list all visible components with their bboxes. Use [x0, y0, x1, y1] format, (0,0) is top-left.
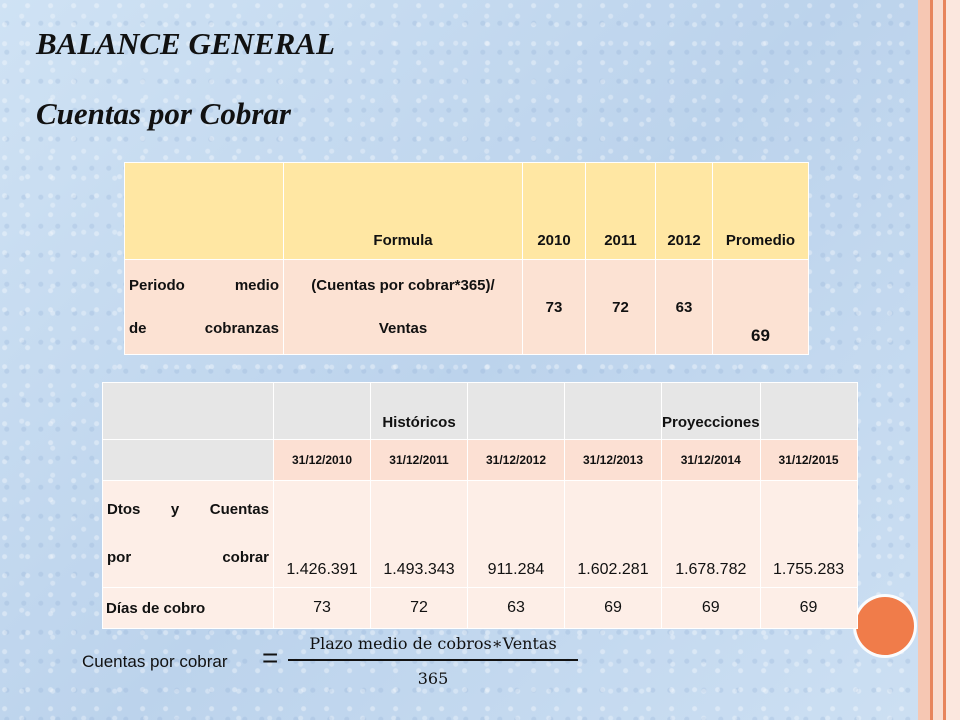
header-cell-2011: 2011: [586, 163, 656, 260]
date-cell: 31/12/2012: [468, 440, 565, 481]
table-row: [103, 481, 858, 588]
value-cell: 63: [468, 588, 565, 629]
value-cell: 911.284: [468, 481, 565, 588]
header-cell-formula: Formula: [284, 163, 523, 260]
right-stripe: [946, 0, 960, 720]
header-cell-empty: [103, 383, 274, 440]
formula-line: (Cuentas por cobrar*365)/: [311, 277, 495, 294]
decorative-circle: [856, 597, 914, 655]
date-cell: 31/12/2011: [371, 440, 468, 481]
dates-row: [103, 440, 858, 481]
row-label: Días de cobro: [103, 588, 274, 629]
formula-line: Ventas: [378, 320, 428, 337]
date-cell: 31/12/2010: [274, 440, 371, 481]
page-title: BALANCE GENERAL: [36, 26, 335, 61]
date-cell: 31/12/2013: [565, 440, 662, 481]
formula-equals-sign: =: [262, 642, 279, 673]
receivables-projection-table: [102, 382, 858, 629]
row-label-line: de cobranzas: [129, 320, 279, 337]
header-cell-promedio: Promedio: [713, 163, 809, 260]
value-cell: 1.602.281: [565, 481, 662, 588]
value-cell: 69: [565, 588, 662, 629]
header-cell-empty: [125, 163, 284, 260]
formula-cell: [284, 260, 523, 355]
header-cell-empty: [565, 383, 662, 440]
value-cell: 73: [274, 588, 371, 629]
page-subtitle: Cuentas por Cobrar: [36, 96, 291, 131]
value-cell: 1.493.343: [371, 481, 468, 588]
formula-denominator: 365: [417, 669, 449, 688]
value-cell: 69: [662, 588, 761, 629]
table-header-row: [125, 163, 809, 260]
formula-fraction: [288, 634, 578, 688]
value-2010: 73: [523, 260, 586, 355]
row-label-line: por cobrar: [107, 549, 269, 566]
header-cell-proyecciones: Proyecciones: [662, 383, 761, 440]
table-header-row: [103, 383, 858, 440]
date-cell-empty: [103, 440, 274, 481]
row-label: [103, 481, 274, 588]
header-cell-empty: [760, 383, 857, 440]
value-cell: 72: [371, 588, 468, 629]
row-label-line: Periodo medio: [129, 277, 279, 294]
right-stripe: [918, 0, 930, 720]
date-cell: 31/12/2015: [760, 440, 857, 481]
formula-numerator: Plazo medio de cobros∗Ventas: [288, 634, 578, 661]
row-label: [125, 260, 284, 355]
collection-period-table: [124, 162, 809, 355]
formula-label: Cuentas por cobrar: [82, 652, 228, 671]
table-row: [103, 588, 858, 629]
value-cell: 69: [760, 588, 857, 629]
value-promedio: 69: [713, 260, 809, 355]
header-cell-empty: [468, 383, 565, 440]
right-stripe: [933, 0, 943, 720]
row-label-line: Dtos y Cuentas: [107, 501, 269, 518]
header-cell-empty: [274, 383, 371, 440]
date-cell: 31/12/2014: [662, 440, 761, 481]
value-2011: 72: [586, 260, 656, 355]
header-cell-2010: 2010: [523, 163, 586, 260]
value-cell: 1.755.283: [760, 481, 857, 588]
value-cell: 1.678.782: [662, 481, 761, 588]
header-cell-historicos: Históricos: [371, 383, 468, 440]
header-cell-2012: 2012: [656, 163, 713, 260]
value-2012: 63: [656, 260, 713, 355]
table-row: [125, 260, 809, 355]
value-cell: 1.426.391: [274, 481, 371, 588]
